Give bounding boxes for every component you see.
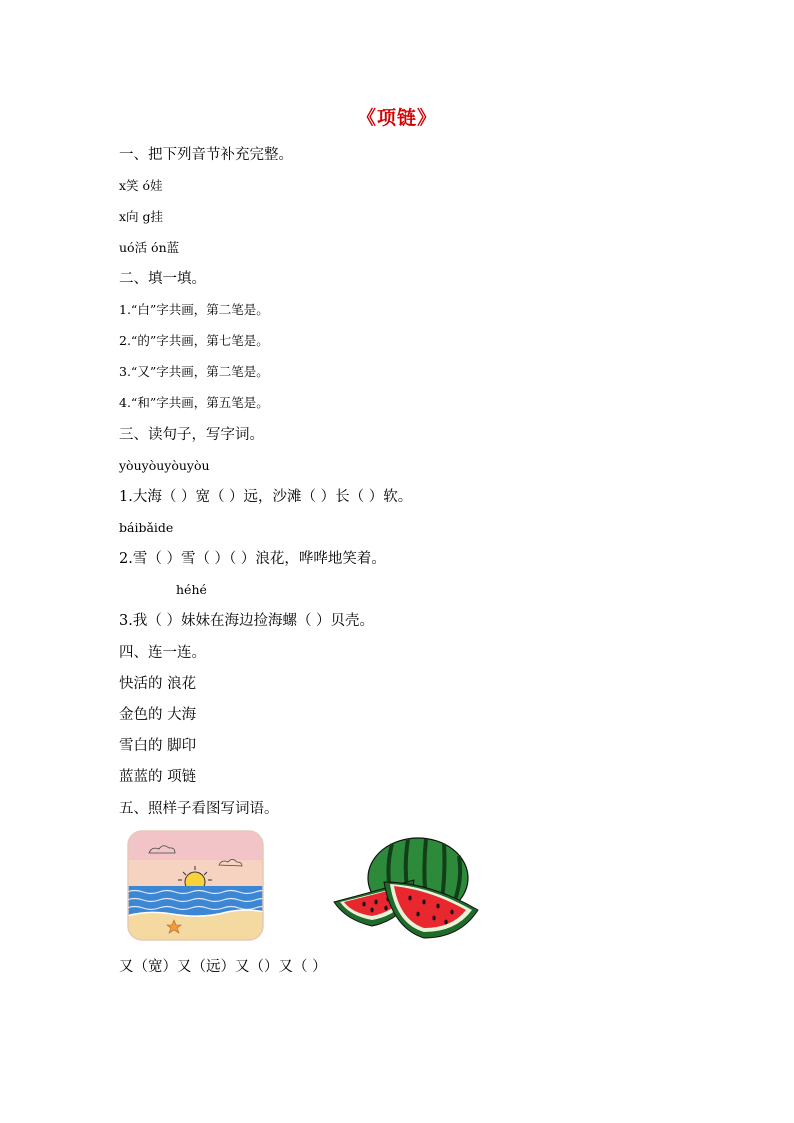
section2-heading: 二、填一填。	[119, 271, 206, 287]
section5-answer: 又（宽）又（远）又（）又（ ）	[119, 959, 327, 975]
match-pair: 雪白的 脚印	[119, 738, 197, 754]
section1-row: x向 g挂	[119, 209, 164, 224]
section2-item: 2.“的”字共画，第七笔是。	[119, 333, 269, 348]
section3-heading: 三、读句子，写字词。	[119, 427, 264, 443]
match-pair: 蓝蓝的 项链	[119, 769, 197, 785]
match-pair: 金色的 大海	[119, 707, 197, 723]
section4-heading: 四、连一连。	[119, 645, 206, 661]
section2-item: 3.“又”字共画，第二笔是。	[119, 364, 269, 379]
section5-heading: 五、照样子看图写词语。	[119, 801, 279, 817]
pinyin-line: yòuyòuyòuyòu	[119, 458, 210, 473]
watermelon-illustration	[332, 836, 480, 942]
section1-heading: 一、把下列音节补充完整。	[119, 147, 293, 163]
match-pair: 快活的 浪花	[119, 676, 197, 692]
sentence-line: 2.雪（ ）雪（ ）（ ）浪花，哗哗地笑着。	[119, 551, 386, 567]
section2-item: 1.“白”字共画，第二笔是。	[119, 302, 269, 317]
pinyin-line: báibǎide	[119, 520, 174, 535]
section1-row: uó活 ón蓝	[119, 240, 180, 255]
page-title: 《项链》	[356, 107, 437, 129]
pinyin-line: héhé	[176, 582, 207, 597]
beach-illustration	[127, 830, 264, 941]
sentence-line: 3.我（ ）妹妹在海边捡海螺（ ）贝壳。	[119, 613, 375, 629]
sentence-line: 1.大海（ ）宽（ ）远，沙滩（ ）长（ ）软。	[119, 489, 413, 505]
section2-item: 4.“和”字共画，第五笔是。	[119, 395, 269, 410]
section1-row: x笑 ó娃	[119, 178, 163, 193]
